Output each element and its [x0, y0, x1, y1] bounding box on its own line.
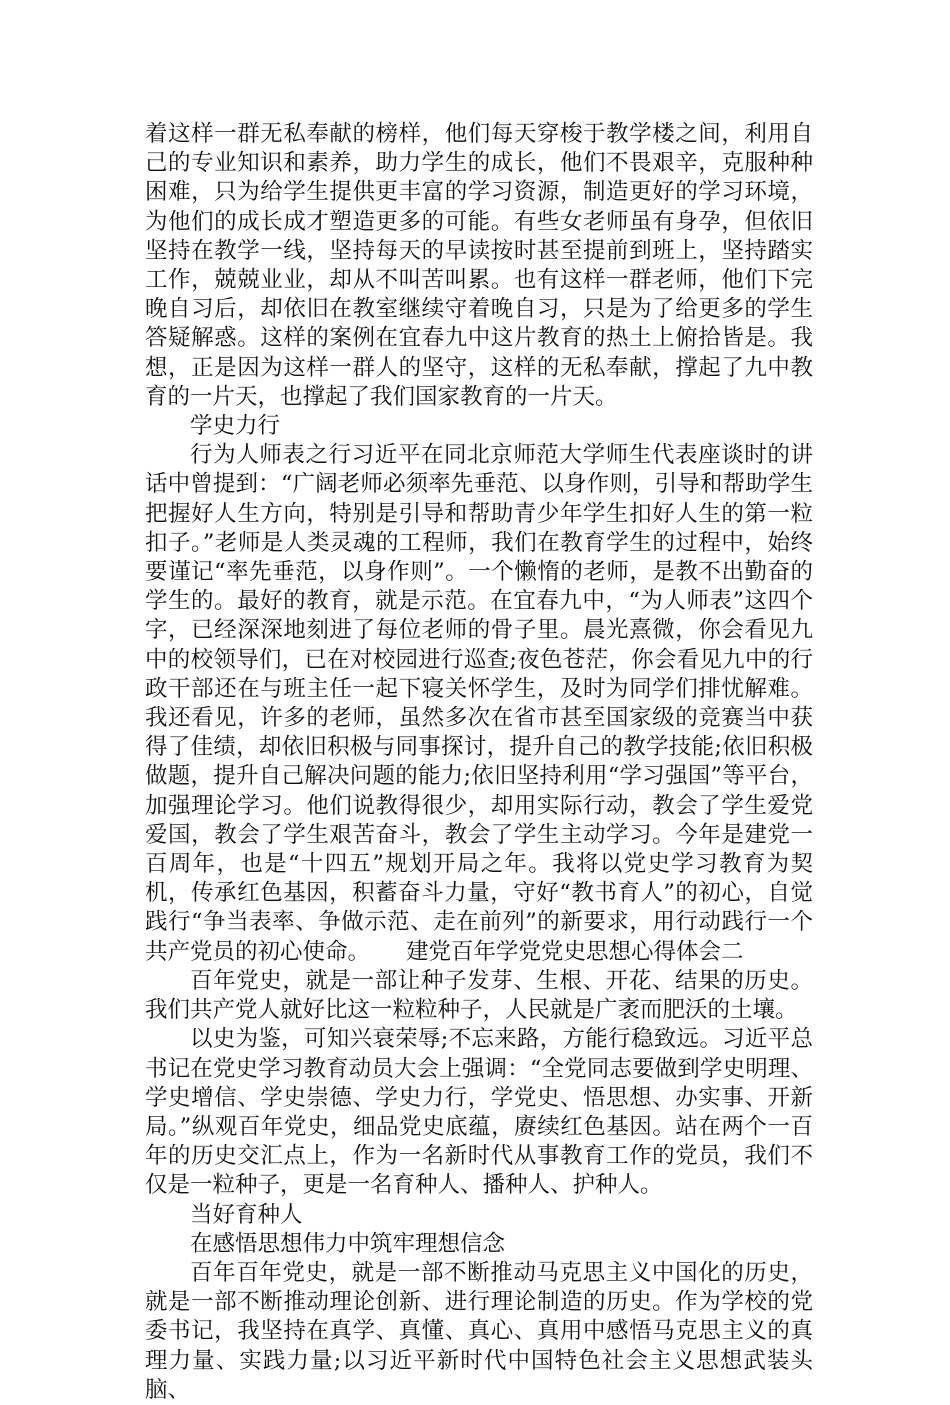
paragraph-party-secretary: 百年百年党史，就是一部不断推动马克思主义中国化的历史，就是一部不断推动理论创新、进行理论制造的历史。作为学校的党委书记，我坚持在真学、真懂、真心、真用中感悟马克思主义的真理力量、实践力量;以习近平新时代中国特色社会主义思想武装头脑、: [145, 1259, 813, 1403]
document-page: [145, 120, 813, 1405]
paragraph-learn-from-history: 以史为鉴，可知兴衰荣辱;不忘来路，方能行稳致远。习近平总书记在党史学习教育动员大会上强调：“全党同志要做到学史明理、学史增信、学史崇德、学史力行，学党史、悟思想、办实事、开新局。”纵观百年党史，细品党史底蕴，赓续红色基因。站在两个一百年的历史交汇点上，作为一名新时代从事教育工作的党员，我们不仅是一粒种子，更是一名育种人、播种人、护种人。: [145, 1026, 813, 1199]
heading-firm-ideals: 在感悟思想伟力中筑牢理想信念: [190, 1230, 506, 1257]
paragraph-teacher-example-text: 行为人师表之行习近平在同北京师范大学师生代表座谈时的讲话中曾提到：“广阔老师必须率先垂范、以身作则，引导和帮助学生把握好人生方向，特别是引导和帮助青少年学生扣好人生的第一粒扣子。”老师是人类灵魂的工程师，我们在教育学生的过程中，始终要谨记“率先垂范，以身作则”。一个懒惰的老师，是教不出勤奋的学生的。最好的教育，就是示范。在宜春九中，“为人师表”这四个字，已经深深地刻进了每位老师的骨子里。晨光熹微，你会看见九中的校领导们，已在对校园进行巡查;夜色苍茫，你会看见九中的行政干部还在与班主任一起下寝关怀学生，及时为同学们排忧解难。我还看见，许多的老师，虽然多次在省市甚至国家级的竞赛当中获得了佳绩，却依旧积极与同事探讨，提升自己的教学技能;依旧积极做题，提升自己解决问题的能力;依旧坚持利用“学习强国”等平台，加强理论学习。他们说教得很少，却用实际行动，教会了学生爱党爱国，教会了学生艰苦奋斗，教会了学生主动学习。今年是建党一百周年，也是“十四五”规划开局之年。我将以党史学习教育为契机，传承红色基因，积蓄奋斗力量，守好“教书育人”的初心，自觉践行“争当表率、争做示范、走在前列”的新要求，用行动践行一个共产党员的初心使命。: [145, 442, 813, 965]
paragraph-role-models: 着这样一群无私奉献的榜样，他们每天穿梭于教学楼之间，利用自己的专业知识和素养，助力学生的成长，他们不畏艰辛，克服种种困难，只为给学生提供更丰富的学习资源，制造更好的学习环境，为他们的成长成才塑造更多的可能。有些女老师虽有身孕，但依旧坚持在教学一线，坚持每天的早读按时甚至提前到班上，坚持踏实工作，兢兢业业，却从不叫苦叫累。也有这样一群老师，他们下完晚自习后，却依旧在教室继续守着晚自习，只是为了给更多的学生答疑解惑。这样的案例在宜春九中这片教育的热土上俯拾皆是。我想，正是因为这样一群人的坚守，这样的无私奉献，撑起了九中教育的一片天，也撑起了我们国家教育的一片天。: [145, 121, 813, 410]
paragraph-teacher-example: [145, 441, 813, 967]
heading-be-good-breeder: 当好育种人: [190, 1201, 303, 1228]
section-title-inline: 建党百年学党党史思想心得体会二: [406, 938, 744, 965]
heading-learn-history-act: 学史力行: [190, 413, 281, 440]
paragraph-seed-history: 百年党史，就是一部让种子发芽、生根、开花、结果的历史。我们共产党人就好比这一粒粒种子，人民就是广袤而肥沃的土壤。: [145, 967, 813, 1024]
